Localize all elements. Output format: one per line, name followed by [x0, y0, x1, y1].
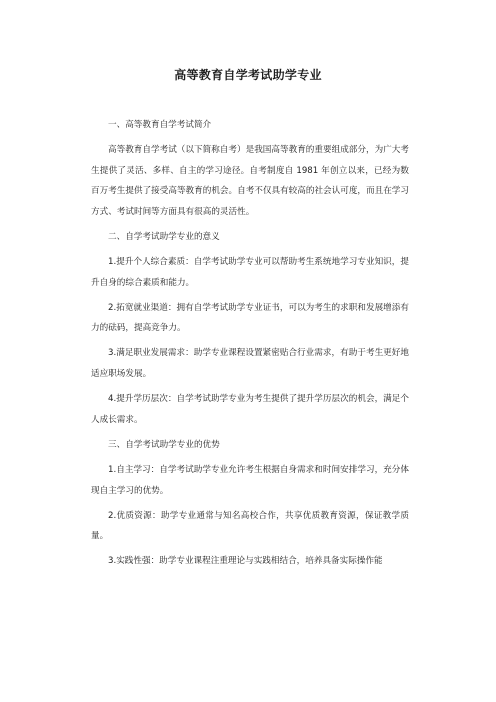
- list-item-advantage-3: 3.实践性强：助学专业课程注重理论与实践相结合，培养具备实际操作能: [108, 556, 383, 567]
- section-heading-significance: 二、自学考试助学专业的意义: [108, 231, 220, 242]
- paragraph-intro: 高等教育自学考试（以下简称自考）是我国高等教育的重要组成部分，为广大考生提供了灵活、多样、自主的学习途径。自考制度自 1981 年创立以来，已经为数百万考生提供了接受高等教育的机会。自考不仅具有较高的社会认可度，而且在学习方式、考试时间等方面具有很高的灵活性。: [91, 145, 409, 217]
- list-item-significance-2: 2.拓宽就业渠道：拥有自学考试助学专业证书，可以为考生的求职和发展增添有力的砝码，提高竞争力。: [91, 302, 409, 334]
- section-heading-advantages: 三、自学考试助学专业的优势: [108, 439, 220, 450]
- page-title: 高等教育自学考试助学专业: [174, 68, 322, 82]
- list-item-significance-4: 4.提升学历层次：自学考试助学专业为考生提供了提升学历层次的机会，满足个人成长需求。: [91, 394, 409, 425]
- list-item-significance-3: 3.满足职业发展需求：助学专业课程设置紧密贴合行业需求，有助于考生更好地适应职场发展。: [91, 348, 409, 379]
- section-heading-intro: 一、高等教育自学考试简介: [108, 120, 212, 130]
- list-item-advantage-1: 1.自主学习：自学考试助学专业允许考生根据自身需求和时间安排学习，充分体现自主学习的优势。: [91, 465, 409, 496]
- document-body: [91, 115, 409, 577]
- list-item-significance-1: 1.提升个人综合素质：自学考试助学专业可以帮助考生系统地学习专业知识，提升自身的综合素质和能力。: [91, 257, 409, 288]
- list-item-advantage-2: 2.优质资源：助学专业通常与知名高校合作，共享优质教育资源，保证教学质量。: [91, 510, 409, 542]
